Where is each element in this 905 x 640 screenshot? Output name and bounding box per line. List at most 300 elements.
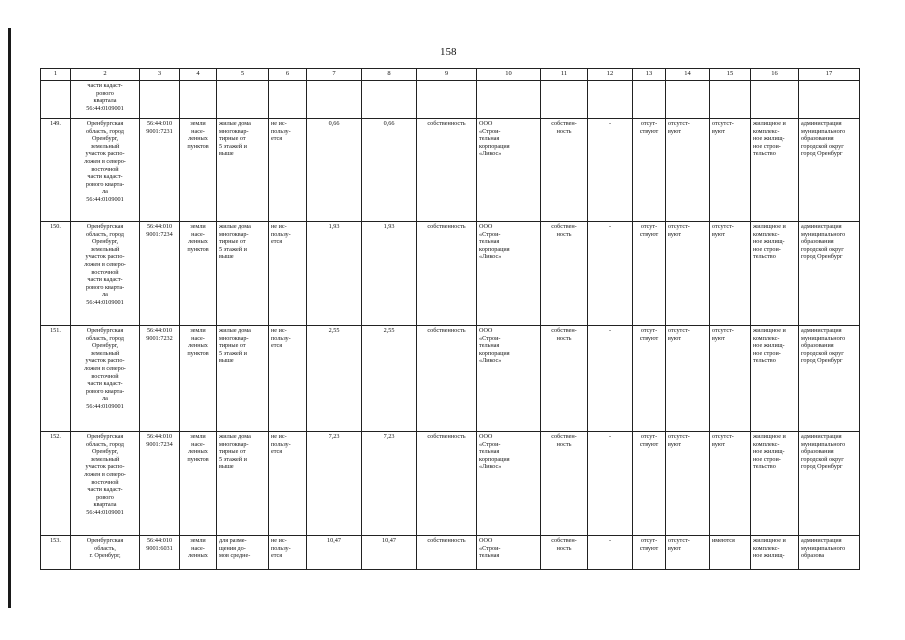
restriction-cell-line: отсутст-: [668, 537, 690, 544]
land-category-cell-line: пунктов: [187, 142, 209, 150]
dash-cell: -: [588, 222, 633, 326]
permitted-use-cell-line: 5 этажей и: [219, 245, 247, 253]
cadastral-number-cell: [140, 119, 180, 222]
land-register-table: [40, 68, 860, 570]
area-cell: 2,55: [362, 326, 417, 432]
land-category-cell: [180, 432, 217, 536]
column-number: 16: [751, 69, 799, 81]
usage-status-cell: [269, 222, 307, 326]
land-category-cell: [180, 222, 217, 326]
owner-cell-line: «Ликос»: [479, 150, 502, 158]
infrastructure-cell-line: отсутст-: [712, 433, 734, 440]
cadastral-number-cell-line: 56:44:010: [146, 327, 173, 334]
empty-cell: [41, 81, 71, 119]
ownership-form-cell-line: ность: [556, 440, 572, 448]
infrastructure-cell: [710, 222, 751, 326]
authority-cell-line: город Оренбург: [801, 357, 843, 365]
owner-cell-line: «Ликос»: [479, 463, 502, 471]
ownership-form-cell-line: собствен-: [551, 537, 577, 544]
empty-cell: [477, 81, 541, 119]
permitted-use-cell-line: для разме-: [219, 537, 247, 544]
planned-use-cell-line: ное строи-: [753, 245, 781, 253]
encumbrance-cell-line: отсут-: [640, 433, 658, 440]
area-cell: 7,23: [307, 432, 362, 536]
location-cell-line: восточной: [91, 478, 119, 486]
usage-status-cell-line: не ис-: [271, 537, 287, 544]
encumbrance-cell-line: ствуют: [639, 230, 659, 238]
location-cell-line: область, город: [86, 440, 124, 448]
cadastral-number-cell-line: 9001:7234: [146, 230, 173, 238]
ownership-form-cell: [541, 222, 588, 326]
location-cell-line: рового квартa-: [85, 387, 125, 395]
planned-use-cell-line: комплекс-: [753, 230, 780, 238]
location-cell-line: ложен в северо-: [84, 364, 126, 372]
area-cell: 2,55: [307, 326, 362, 432]
owner-cell-line: «Строи-: [479, 334, 501, 342]
table-row: [41, 326, 860, 432]
authority-cell-line: образования: [801, 342, 834, 350]
ownership-form-cell: [541, 432, 588, 536]
cadastral-number-cell-line: 9001:6031: [146, 544, 173, 552]
authority-cell-line: городской округ: [801, 455, 844, 463]
land-category-cell-line: земли: [190, 537, 206, 544]
location-cell-line: восточной: [91, 268, 119, 276]
authority-cell: [799, 432, 860, 536]
empty-cell: [417, 81, 477, 119]
empty-cell: [751, 81, 799, 119]
ownership-form-cell-line: собствен-: [551, 223, 577, 230]
restriction-cell-line: вуют: [668, 334, 682, 342]
cadastral-number-cell: [140, 326, 180, 432]
planned-use-cell: [751, 536, 799, 570]
planned-use-cell-line: жилищное и: [753, 433, 786, 440]
location-cell: [71, 222, 140, 326]
location-cell-line: ла: [102, 188, 108, 196]
restriction-cell: [666, 119, 710, 222]
restriction-cell: [666, 536, 710, 570]
area-cell: 7,23: [362, 432, 417, 536]
authority-cell-line: образования: [801, 135, 834, 143]
location-cell-line: части кадаст-: [87, 173, 123, 181]
authority-cell-line: образования: [801, 238, 834, 246]
owner-cell-line: ООО: [479, 327, 493, 334]
land-category-cell-line: ленных: [188, 448, 208, 456]
usage-status-cell: [269, 432, 307, 536]
dash-cell: -: [588, 536, 633, 570]
location-cell-line: восточной: [91, 165, 119, 173]
right-type-cell: собственность: [417, 222, 477, 326]
planned-use-cell-line: ное строи-: [753, 455, 781, 463]
authority-cell: [799, 326, 860, 432]
location-cell-line: г. Оренбург,: [89, 552, 121, 560]
planned-use-cell-line: ное жилищ-: [753, 552, 785, 560]
usage-status-cell-line: ется: [271, 135, 283, 143]
row-number: 151.: [41, 326, 71, 432]
cadastral-number-cell-line: 9001:7232: [146, 334, 173, 342]
planned-use-cell-line: комплекс-: [753, 544, 780, 552]
column-number-row: [41, 69, 860, 81]
cadastral-number-cell-line: 56:44:010: [146, 433, 173, 440]
usage-status-cell-line: не ис-: [271, 120, 287, 127]
area-cell: 0,66: [362, 119, 417, 222]
authority-cell-line: город Оренбург: [801, 463, 843, 471]
authority-cell-line: администрация: [801, 433, 842, 440]
column-number: 12: [588, 69, 633, 81]
planned-use-cell-line: тельство: [753, 150, 776, 158]
planned-use-cell: [751, 119, 799, 222]
permitted-use-cell-line: многоквар-: [219, 440, 249, 448]
ownership-form-cell-line: собствен-: [551, 433, 577, 440]
usage-status-cell-line: ется: [271, 448, 283, 456]
usage-status-cell: [269, 119, 307, 222]
column-number: 5: [217, 69, 269, 81]
planned-use-cell-line: жилищное и: [753, 537, 786, 544]
cadastral-number-cell: [140, 222, 180, 326]
location-cell-line: 56:44:0109001: [86, 195, 124, 203]
planned-use-cell-line: ное строи-: [753, 349, 781, 357]
permitted-use-cell-line: многоквар-: [219, 334, 249, 342]
column-number: 8: [362, 69, 417, 81]
cadastral-number-cell: [140, 536, 180, 570]
empty-cell: [362, 81, 417, 119]
usage-status-cell-line: пользу-: [271, 440, 291, 448]
location-cell-line: 56:44:0109001: [86, 298, 124, 306]
owner-cell-line: «Ликос»: [479, 357, 502, 365]
authority-cell-line: муниципального: [801, 334, 846, 342]
authority-cell-line: администрация: [801, 120, 842, 127]
scan-edge-line: [8, 28, 11, 608]
land-category-cell-line: пунктов: [187, 245, 209, 253]
authority-cell-line: администрация: [801, 327, 842, 334]
empty-cell: [710, 81, 751, 119]
permitted-use-cell-line: жилые дома: [219, 433, 251, 440]
ownership-form-cell: [541, 536, 588, 570]
authority-cell-line: город Оренбург: [801, 253, 843, 261]
location-cell-line: земельный: [90, 455, 120, 463]
owner-cell-line: тельная: [479, 342, 500, 350]
location-cell-line: Оренбургская: [86, 223, 124, 230]
location-cell: [71, 119, 140, 222]
empty-cell: [269, 81, 307, 119]
empty-cell: [217, 81, 269, 119]
area-cell: 1,93: [362, 222, 417, 326]
location-cell-line: область, город: [86, 334, 124, 342]
planned-use-cell: [751, 432, 799, 536]
column-number: 17: [799, 69, 860, 81]
authority-cell-line: образова: [801, 552, 825, 560]
location-cell: [71, 81, 140, 119]
owner-cell: [477, 222, 541, 326]
table-body: [41, 69, 860, 570]
encumbrance-cell: [633, 326, 666, 432]
location-cell-line: земельный: [90, 142, 120, 150]
permitted-use-cell-line: выше: [219, 463, 234, 471]
usage-status-cell-line: не ис-: [271, 223, 287, 230]
infrastructure-cell-line: вуют: [712, 334, 726, 342]
column-number: 15: [710, 69, 751, 81]
planned-use-cell-line: ное жилищ-: [753, 448, 785, 456]
usage-status-cell-line: ется: [271, 342, 283, 350]
location-cell-line: части кадаст-: [87, 486, 123, 494]
owner-cell-line: корпорация: [479, 349, 510, 357]
ownership-form-cell-line: ность: [556, 334, 572, 342]
location-cell-line: Оренбург,: [91, 238, 119, 246]
authority-cell-line: образования: [801, 448, 834, 456]
restriction-cell: [666, 222, 710, 326]
owner-cell: [477, 432, 541, 536]
encumbrance-cell-line: ствуют: [639, 334, 659, 342]
land-category-cell-line: пунктов: [187, 455, 209, 463]
permitted-use-cell-line: выше: [219, 150, 234, 158]
ownership-form-cell-line: ность: [556, 544, 572, 552]
column-number: 2: [71, 69, 140, 81]
column-number: 1: [41, 69, 71, 81]
restriction-cell-line: отсутст-: [668, 433, 690, 440]
location-cell-line: рового квартa-: [85, 283, 125, 291]
restriction-cell-line: вуют: [668, 127, 682, 135]
location-cell-line: Оренбургская: [86, 327, 124, 334]
column-number: 10: [477, 69, 541, 81]
location-cell-line: квартала: [93, 97, 117, 105]
owner-cell-line: «Строи-: [479, 230, 501, 238]
usage-status-cell-line: пользу-: [271, 544, 291, 552]
authority-cell: [799, 536, 860, 570]
owner-cell-line: тельная: [479, 238, 500, 246]
location-cell-line: восточной: [91, 372, 119, 380]
usage-status-cell-line: ется: [271, 552, 283, 560]
column-number: 11: [541, 69, 588, 81]
cadastral-number-cell-line: 9001:7231: [146, 127, 173, 135]
location-cell-line: земельный: [90, 245, 120, 253]
owner-cell-line: тельная: [479, 552, 500, 560]
infrastructure-cell-line: отсутст-: [712, 120, 734, 127]
cadastral-number-cell-line: 56:44:010: [146, 120, 173, 127]
planned-use-cell-line: жилищное и: [753, 223, 786, 230]
land-category-cell: [180, 119, 217, 222]
page-number: 158: [440, 46, 457, 58]
restriction-cell-line: вуют: [668, 440, 682, 448]
ownership-form-cell-line: собствен-: [551, 120, 577, 127]
authority-cell-line: муниципального: [801, 440, 846, 448]
right-type-cell: собственность: [417, 432, 477, 536]
infrastructure-cell: [710, 119, 751, 222]
land-category-cell-line: земли: [190, 327, 206, 334]
restriction-cell-line: вуют: [668, 230, 682, 238]
location-cell-line: Оренбургская: [86, 433, 124, 440]
row-number: 153.: [41, 536, 71, 570]
planned-use-cell-line: комплекс-: [753, 127, 780, 135]
encumbrance-cell: [633, 222, 666, 326]
owner-cell-line: ООО: [479, 120, 493, 127]
permitted-use-cell: [217, 536, 269, 570]
planned-use-cell-line: комплекс-: [753, 440, 780, 448]
location-cell-line: участок распо-: [85, 463, 125, 471]
infrastructure-cell-line: отсутст-: [712, 327, 734, 334]
owner-cell-line: тельная: [479, 135, 500, 143]
area-cell: 1,93: [307, 222, 362, 326]
owner-cell: [477, 119, 541, 222]
land-category-cell-line: ленных: [188, 238, 208, 246]
encumbrance-cell: [633, 536, 666, 570]
permitted-use-cell-line: тирные от: [219, 135, 246, 143]
planned-use-cell-line: тельство: [753, 357, 776, 365]
ownership-form-cell: [541, 119, 588, 222]
authority-cell-line: администрация: [801, 223, 842, 230]
cadastral-number-cell-line: 9001:7234: [146, 440, 173, 448]
usage-status-cell-line: пользу-: [271, 334, 291, 342]
table-row: [41, 119, 860, 222]
authority-cell-line: муниципального: [801, 230, 846, 238]
owner-cell-line: «Строи-: [479, 440, 501, 448]
permitted-use-cell: [217, 432, 269, 536]
owner-cell: [477, 326, 541, 432]
location-cell-line: Оренбург,: [91, 135, 119, 143]
infrastructure-cell: [710, 432, 751, 536]
usage-status-cell: [269, 326, 307, 432]
location-cell: [71, 326, 140, 432]
area-cell: 10,47: [307, 536, 362, 570]
usage-status-cell-line: пользу-: [271, 127, 291, 135]
column-number: 7: [307, 69, 362, 81]
row-number: 149.: [41, 119, 71, 222]
permitted-use-cell-line: тирные от: [219, 238, 246, 246]
planned-use-cell-line: тельство: [753, 253, 776, 261]
infrastructure-cell-line: вуют: [712, 440, 726, 448]
location-cell-line: рового: [96, 89, 114, 97]
usage-status-cell-line: ется: [271, 238, 283, 246]
ownership-form-cell-line: собствен-: [551, 327, 577, 334]
cadastral-number-cell-line: 56:44:010: [146, 537, 173, 544]
location-cell-line: область, город: [86, 230, 124, 238]
encumbrance-cell-line: ствуют: [639, 544, 659, 552]
permitted-use-cell-line: жилые дома: [219, 327, 251, 334]
infrastructure-cell: [710, 536, 751, 570]
owner-cell-line: ООО: [479, 433, 493, 440]
land-category-cell-line: земли: [190, 433, 206, 440]
usage-status-cell-line: не ис-: [271, 327, 287, 334]
location-cell-line: участок распо-: [85, 357, 125, 365]
permitted-use-cell: [217, 326, 269, 432]
location-cell-line: 56:44:0109001: [86, 104, 124, 112]
land-category-cell-line: ленных: [188, 552, 208, 560]
permitted-use-cell-line: жилые дома: [219, 223, 251, 230]
permitted-use-cell-line: мов средне-: [219, 552, 251, 560]
authority-cell-line: город Оренбург: [801, 150, 843, 158]
land-category-cell-line: насе-: [191, 440, 205, 448]
encumbrance-cell-line: отсут-: [640, 327, 658, 334]
owner-cell-line: «Строи-: [479, 544, 501, 552]
location-cell-line: ложен в северо-: [84, 260, 126, 268]
planned-use-cell: [751, 326, 799, 432]
planned-use-cell-line: ное жилищ-: [753, 135, 785, 143]
infrastructure-cell-line: вуют: [712, 127, 726, 135]
permitted-use-cell-line: жилые дома: [219, 120, 251, 127]
location-cell-line: Оренбург,: [91, 342, 119, 350]
table-row: [41, 536, 860, 570]
owner-cell-line: корпорация: [479, 142, 510, 150]
encumbrance-cell-line: отсут-: [640, 537, 658, 544]
table-row: [41, 222, 860, 326]
encumbrance-cell-line: отсут-: [640, 223, 658, 230]
owner-cell-line: «Строи-: [479, 127, 501, 135]
land-category-cell: [180, 536, 217, 570]
authority-cell-line: городской округ: [801, 349, 844, 357]
row-number: 152.: [41, 432, 71, 536]
land-category-cell-line: насе-: [191, 544, 205, 552]
permitted-use-cell-line: 5 этажей и: [219, 455, 247, 463]
encumbrance-cell-line: ствуют: [639, 127, 659, 135]
permitted-use-cell-line: 5 этажей и: [219, 142, 247, 150]
usage-status-cell: [269, 536, 307, 570]
encumbrance-cell: [633, 119, 666, 222]
empty-cell: [633, 81, 666, 119]
encumbrance-cell: [633, 432, 666, 536]
restriction-cell-line: отсутст-: [668, 120, 690, 127]
land-category-cell-line: земли: [190, 120, 206, 127]
owner-cell-line: ООО: [479, 223, 493, 230]
area-cell: 0,66: [307, 119, 362, 222]
land-category-cell-line: насе-: [191, 127, 205, 135]
restriction-cell-line: отсутст-: [668, 327, 690, 334]
column-number: 4: [180, 69, 217, 81]
location-cell-line: область, город: [86, 127, 124, 135]
owner-cell-line: ООО: [479, 537, 493, 544]
empty-cell: [666, 81, 710, 119]
encumbrance-cell-line: отсут-: [640, 120, 658, 127]
infrastructure-cell: [710, 326, 751, 432]
location-cell-line: область,: [94, 544, 116, 552]
column-number: 13: [633, 69, 666, 81]
location-cell-line: 56:44:0109001: [86, 508, 124, 516]
location-cell-line: части кадаст-: [87, 82, 123, 89]
planned-use-cell-line: комплекс-: [753, 334, 780, 342]
authority-cell-line: муниципального: [801, 127, 846, 135]
location-cell-line: Оренбургская: [86, 120, 124, 127]
location-cell-line: рового квартa-: [85, 180, 125, 188]
land-category-cell-line: насе-: [191, 334, 205, 342]
permitted-use-cell-line: тирные от: [219, 342, 246, 350]
right-type-cell: собственность: [417, 119, 477, 222]
land-category-cell-line: ленных: [188, 135, 208, 143]
planned-use-cell-line: ное жилищ-: [753, 238, 785, 246]
right-type-cell: собственность: [417, 536, 477, 570]
column-number: 14: [666, 69, 710, 81]
table-row: [41, 432, 860, 536]
owner-cell-line: корпорация: [479, 245, 510, 253]
planned-use-cell-line: жилищное и: [753, 327, 786, 334]
location-cell-line: части кадаст-: [87, 276, 123, 284]
location-cell-line: части кадаст-: [87, 380, 123, 388]
permitted-use-cell-line: тирные от: [219, 448, 246, 456]
permitted-use-cell-line: многоквар-: [219, 127, 249, 135]
location-cell-line: 56:44:0109001: [86, 402, 124, 410]
empty-cell: [588, 81, 633, 119]
infrastructure-cell-line: вуют: [712, 230, 726, 238]
column-number: 9: [417, 69, 477, 81]
right-type-cell: собственность: [417, 326, 477, 432]
location-cell-line: рового: [96, 493, 114, 501]
empty-cell: [140, 81, 180, 119]
row-number: 150.: [41, 222, 71, 326]
owner-cell-line: тельная: [479, 448, 500, 456]
encumbrance-cell-line: ствуют: [639, 440, 659, 448]
planned-use-cell-line: тельство: [753, 463, 776, 471]
empty-cell: [541, 81, 588, 119]
location-cell-line: ла: [102, 395, 108, 403]
location-cell-line: Оренбург,: [91, 448, 119, 456]
column-number: 6: [269, 69, 307, 81]
ownership-form-cell-line: ность: [556, 230, 572, 238]
